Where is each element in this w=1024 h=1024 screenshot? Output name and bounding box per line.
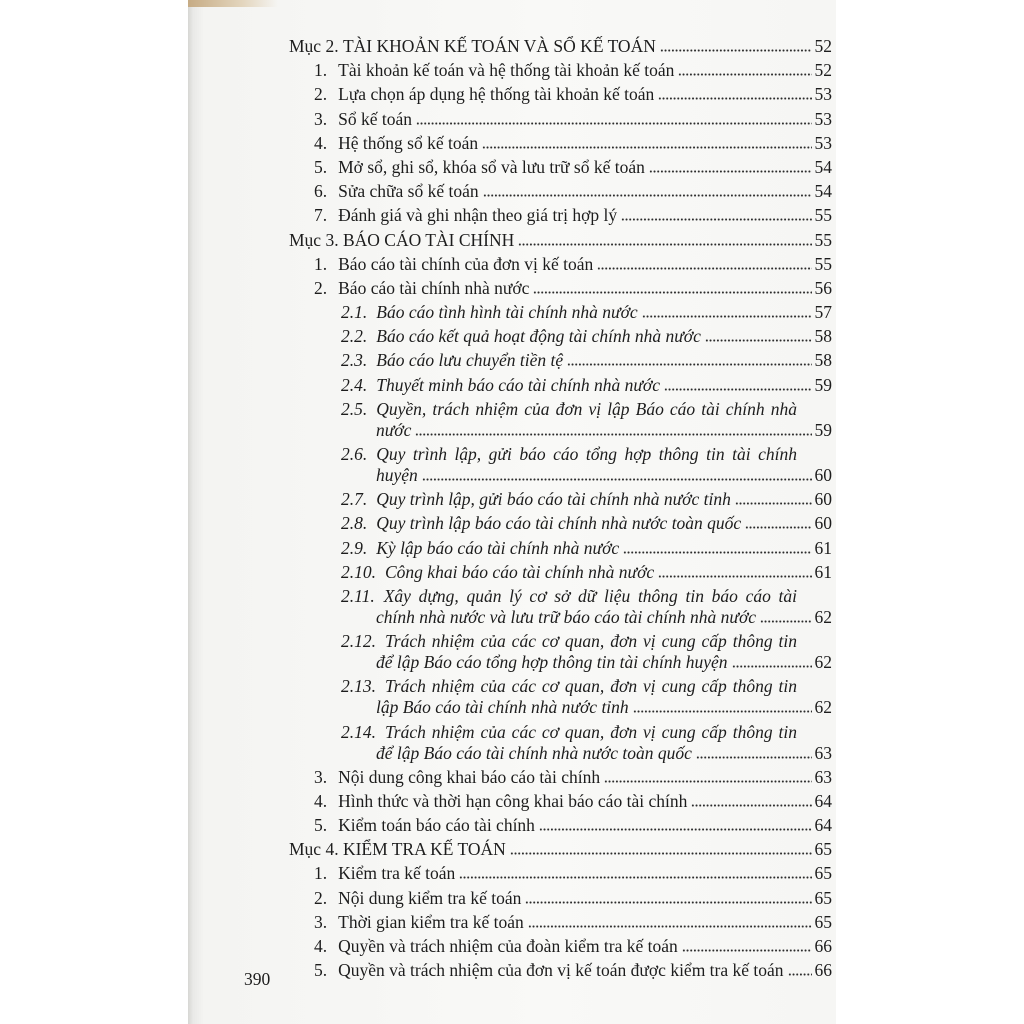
section-title: BÁO CÁO TÀI CHÍNH — [342, 229, 515, 250]
entry-title: Thuyết minh báo cáo tài chính nhà nước — [376, 374, 661, 395]
toc-subentry — [289, 399, 832, 441]
entry-page-number: 55 — [814, 205, 832, 226]
entry-page-number: 58 — [814, 326, 832, 347]
entry-continuation-line — [289, 743, 832, 764]
toc-entry — [289, 936, 832, 957]
entry-page-number: 65 — [814, 911, 832, 932]
entry-title-line1: Quy trình lập, gửi báo cáo tổng hợp thông tin tài chính — [376, 444, 797, 464]
entry-title-line1: Trách nhiệm của các cơ quan, đơn vị cung cấp thông tin — [385, 721, 797, 742]
entry-number: 7. — [314, 205, 328, 226]
dot-leader — [760, 620, 812, 623]
toc-entry — [289, 133, 832, 154]
toc-entry — [289, 254, 832, 275]
entry-title: Kiểm toán báo cáo tài chính — [338, 815, 535, 836]
entry-title: Quy trình lập báo cáo tài chính nhà nước toàn quốc — [376, 513, 742, 534]
entry-page-number: 62 — [814, 652, 832, 673]
toc-entry — [289, 278, 832, 299]
dot-leader — [691, 804, 812, 807]
entry-number: 2.11. — [341, 585, 375, 606]
entry-page-number: 62 — [814, 697, 832, 718]
dot-leader — [633, 710, 812, 713]
entry-page-number: 64 — [814, 815, 832, 836]
entry-title-line1: Trách nhiệm của các cơ quan, đơn vị cung cấp thông tin — [385, 631, 797, 652]
entry-page-number: 66 — [814, 936, 832, 956]
entry-first-line — [341, 631, 797, 652]
entry-number: 2.1. — [341, 302, 368, 323]
dot-leader — [732, 665, 812, 668]
entry-title: Báo cáo lưu chuyển tiền tệ — [376, 350, 564, 371]
dot-leader — [533, 291, 812, 294]
entry-title: Kỳ lập báo cáo tài chính nhà nước — [376, 537, 620, 558]
dot-leader — [623, 551, 812, 554]
entry-first-line — [341, 399, 797, 420]
entry-title-line2: nước — [376, 419, 412, 440]
entry-number: 6. — [314, 181, 328, 202]
entry-page-number: 58 — [814, 350, 832, 371]
toc-subentry — [289, 350, 832, 371]
entry-title: Nội dung kiểm tra kế toán — [338, 887, 522, 908]
dot-leader — [660, 49, 812, 52]
entry-number: 2.4. — [341, 374, 368, 395]
entry-page-number: 63 — [814, 766, 832, 787]
toc-subentry — [289, 538, 832, 559]
entry-number: 2.5. — [341, 398, 368, 419]
entry-number: 2.7. — [341, 489, 368, 510]
entry-first-line — [341, 722, 797, 743]
dot-leader — [597, 267, 812, 270]
dot-leader — [658, 97, 812, 100]
toc-section-heading — [289, 36, 832, 57]
dot-leader — [528, 925, 812, 928]
entry-page-number: 65 — [814, 887, 832, 908]
entry-title: Quyền và trách nhiệm của đoàn kiểm tra kế toán — [338, 936, 678, 956]
entry-title-line2: huyện — [376, 465, 418, 485]
toc-entry — [289, 109, 832, 130]
entry-number: 5. — [314, 815, 328, 836]
entry-page-number: 66 — [814, 960, 832, 981]
entry-number: 2. — [314, 887, 328, 908]
dot-leader — [705, 339, 812, 342]
entry-title: Kiểm tra kế toán — [338, 863, 456, 884]
dot-leader — [604, 780, 812, 783]
toc-subentry — [289, 375, 832, 396]
dot-leader — [539, 828, 812, 831]
section-label: Mục 3. — [289, 229, 339, 250]
entry-number: 2.9. — [341, 537, 368, 558]
toc-subentry — [289, 722, 832, 764]
toc-entry — [289, 912, 832, 933]
entry-title-line1: Xây dựng, quản lý cơ sở dữ liệu thông tin báo cáo tài — [383, 585, 797, 606]
dot-leader — [682, 949, 812, 952]
entry-title-line2: chính nhà nước và lưu trữ báo cáo tài chính nhà nước — [376, 606, 757, 627]
entry-page-number: 53 — [814, 108, 832, 129]
entry-title: Quyền và trách nhiệm của đơn vị kế toán được kiểm tra kế toán — [338, 960, 784, 981]
entry-number: 2.3. — [341, 350, 368, 371]
entry-page-number: 56 — [814, 277, 832, 298]
entry-first-line — [341, 586, 797, 607]
entry-page-number: 60 — [814, 489, 832, 510]
toc-subentry — [289, 489, 832, 510]
toc-entry — [289, 181, 832, 202]
entry-number: 2.14. — [341, 721, 376, 742]
dot-leader — [678, 73, 812, 76]
entry-number: 1. — [314, 253, 328, 274]
toc-entry — [289, 60, 832, 81]
dot-leader — [422, 478, 812, 481]
entry-first-line — [341, 676, 797, 697]
entry-title: Đánh giá và ghi nhận theo giá trị hợp lý — [338, 205, 618, 226]
entry-continuation-line — [289, 465, 832, 486]
toc-entry — [289, 863, 832, 884]
entry-title: Hình thức và thời hạn công khai báo cáo tài chính — [338, 790, 688, 811]
entry-title: Sổ kế toán — [338, 108, 413, 129]
entry-page-number: 62 — [814, 606, 832, 627]
toc-entry — [289, 767, 832, 788]
entry-page-number: 61 — [814, 561, 832, 582]
entry-title: Thời gian kiểm tra kế toán — [338, 911, 524, 932]
toc-subentry — [289, 513, 832, 534]
entry-title: Báo cáo tài chính nhà nước — [338, 277, 530, 298]
entry-number: 2.8. — [341, 513, 368, 534]
toc-subentry — [289, 562, 832, 583]
section-label: Mục 2. — [289, 36, 339, 56]
section-title: TÀI KHOẢN KẾ TOÁN VÀ SỔ KẾ TOÁN — [342, 36, 656, 56]
entry-continuation-line — [289, 607, 832, 628]
dot-leader — [642, 315, 812, 318]
entry-title: Hệ thống sổ kế toán — [338, 132, 479, 153]
toc-subentry — [289, 676, 832, 718]
entry-number: 1. — [314, 863, 328, 884]
toc-entry — [289, 84, 832, 105]
page-edge — [188, 0, 278, 7]
entry-number: 2.13. — [341, 676, 376, 697]
entry-number: 2. — [314, 277, 328, 298]
toc-entry — [289, 205, 832, 226]
entry-page-number: 52 — [814, 60, 832, 81]
entry-page-number: 64 — [814, 790, 832, 811]
entry-number: 4. — [314, 132, 328, 153]
entry-title: Báo cáo tài chính của đơn vị kế toán — [338, 253, 594, 274]
entry-title-line2: để lập Báo cáo tổng hợp thông tin tài chính huyện — [376, 652, 728, 673]
dot-leader — [745, 526, 812, 529]
entry-continuation-line — [289, 420, 832, 441]
entry-number: 4. — [314, 790, 328, 811]
entry-page-number: 63 — [814, 742, 832, 763]
entry-continuation-line — [289, 652, 832, 673]
toc-subentry — [289, 302, 832, 323]
dot-leader — [518, 243, 812, 246]
entry-number: 3. — [314, 108, 328, 129]
dot-leader — [459, 876, 812, 879]
entry-page-number: 53 — [814, 132, 832, 153]
entry-title-line2: lập Báo cáo tài chính nhà nước tỉnh — [376, 697, 629, 718]
dot-leader — [567, 363, 812, 366]
entry-number: 2.2. — [341, 326, 368, 347]
toc-entry — [289, 888, 832, 909]
entry-first-line — [341, 444, 797, 465]
dot-leader — [621, 218, 812, 221]
toc-section-heading — [289, 839, 832, 860]
entry-page-number: 65 — [814, 839, 832, 860]
entry-page-number: 55 — [814, 229, 832, 250]
entry-number: 2.6. — [341, 444, 368, 464]
entry-number: 1. — [314, 60, 328, 81]
entry-number: 2. — [314, 84, 328, 105]
toc-subentry — [289, 326, 832, 347]
entry-page-number: 52 — [814, 36, 832, 56]
dot-leader — [483, 194, 812, 197]
entry-title: Báo cáo tình hình tài chính nhà nước — [376, 302, 638, 323]
dot-leader — [788, 973, 812, 976]
entry-title-line1: Trách nhiệm của các cơ quan, đơn vị cung cấp thông tin — [385, 676, 797, 697]
dot-leader — [416, 122, 812, 125]
section-title: KIỂM TRA KẾ TOÁN — [342, 839, 506, 860]
entry-page-number: 59 — [814, 419, 832, 440]
toc-entry — [289, 791, 832, 812]
entry-page-number: 54 — [814, 181, 832, 202]
dot-leader — [510, 852, 812, 855]
entry-page-number: 60 — [814, 465, 832, 485]
entry-title: Tài khoản kế toán và hệ thống tài khoản kế toán — [338, 60, 675, 81]
dot-leader — [658, 575, 812, 578]
entry-title: Lựa chọn áp dụng hệ thống tài khoản kế toán — [338, 84, 655, 105]
entry-title: Báo cáo kết quả hoạt động tài chính nhà nước — [376, 326, 701, 347]
dot-leader — [525, 901, 812, 904]
toc-subentry — [289, 586, 832, 628]
dot-leader — [649, 170, 812, 173]
dot-leader — [415, 433, 812, 436]
entry-number: 3. — [314, 911, 328, 932]
toc-entry — [289, 815, 832, 836]
toc-subentry — [289, 444, 832, 486]
entry-title: Quy trình lập, gửi báo cáo tài chính nhà nước tỉnh — [376, 489, 731, 510]
entry-page-number: 59 — [814, 374, 832, 395]
entry-number: 3. — [314, 766, 328, 787]
entry-page-number: 57 — [814, 302, 832, 323]
entry-page-number: 55 — [814, 253, 832, 274]
entry-number: 5. — [314, 156, 328, 177]
entry-page-number: 61 — [814, 537, 832, 558]
entry-title: Mở sổ, ghi sổ, khóa sổ và lưu trữ sổ kế toán — [338, 156, 645, 177]
toc-section-heading — [289, 230, 832, 251]
entry-title: Nội dung công khai báo cáo tài chính — [338, 766, 601, 787]
entry-title-line2: để lập Báo cáo tài chính nhà nước toàn quốc — [376, 742, 692, 763]
dot-leader — [696, 756, 812, 759]
dot-leader — [664, 388, 812, 391]
dot-leader — [735, 502, 812, 505]
entry-number: 2.12. — [341, 631, 376, 652]
entry-page-number: 54 — [814, 156, 832, 177]
table-of-contents — [289, 36, 832, 984]
entry-title: Công khai báo cáo tài chính nhà nước — [385, 561, 655, 582]
entry-page-number: 65 — [814, 863, 832, 884]
toc-subentry — [289, 631, 832, 673]
entry-title: Sửa chữa sổ kế toán — [338, 181, 479, 202]
entry-number: 4. — [314, 936, 328, 956]
entry-number: 2.10. — [341, 561, 376, 582]
entry-page-number: 60 — [814, 513, 832, 534]
entry-number: 5. — [314, 960, 328, 981]
dot-leader — [482, 146, 812, 149]
entry-continuation-line — [289, 697, 832, 718]
section-label: Mục 4. — [289, 839, 339, 860]
entry-page-number: 53 — [814, 84, 832, 105]
entry-title-line1: Quyền, trách nhiệm của đơn vị lập Báo cáo tài chính nhà — [376, 398, 797, 419]
page-number: 390 — [244, 969, 271, 989]
toc-entry — [289, 157, 832, 178]
toc-entry — [289, 960, 832, 981]
